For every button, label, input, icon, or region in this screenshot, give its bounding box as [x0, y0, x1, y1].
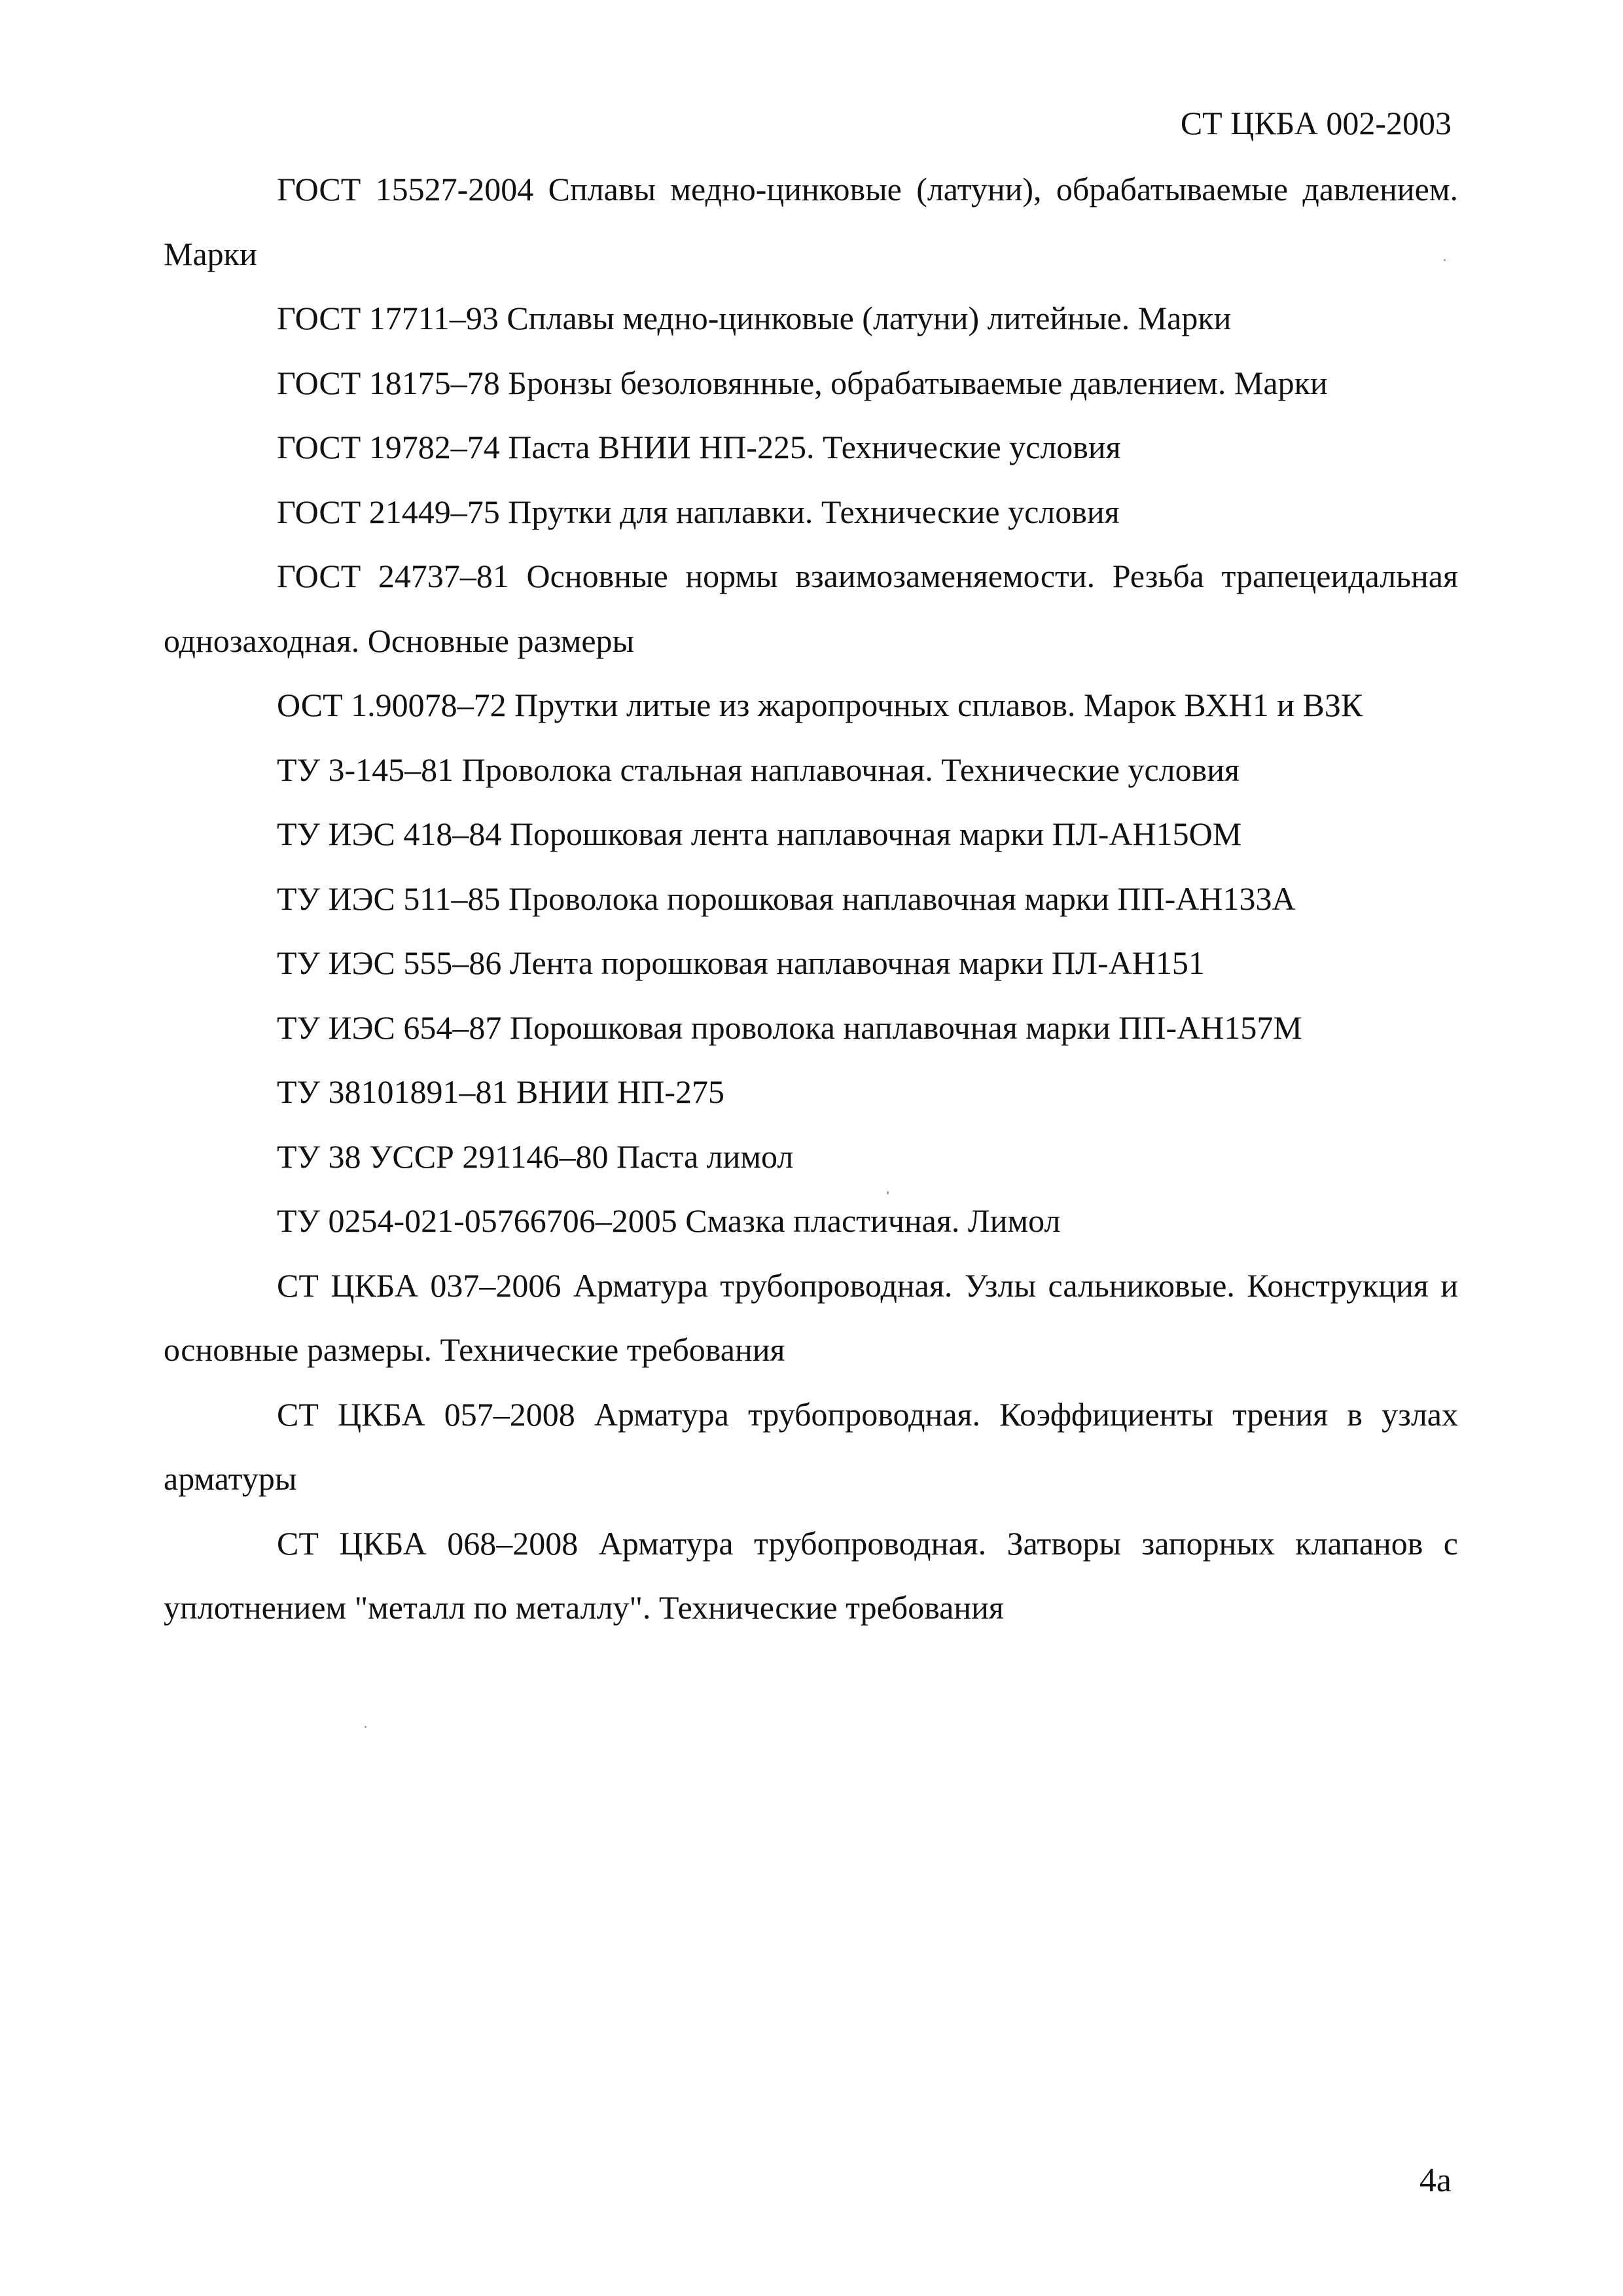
- reference-item: СТ ЦКБА 057–2008 Арматура трубопроводная. Коэффициенты трения в узлах арматуры: [164, 1395, 1458, 1497]
- reference-item: ГОСТ 15527-2004 Сплавы медно-цинковые (латуни), обрабатываемые давлением. Марки: [164, 171, 1458, 272]
- document-header: СТ ЦКБА 002-2003: [1180, 105, 1452, 141]
- reference-item: ГОСТ 24737–81 Основные нормы взаимозаменяемости. Резьба трапецеидальная однозаходная. Основные размеры: [164, 558, 1458, 659]
- reference-item: СТ ЦКБА 037–2006 Арматура трубопроводная. Узлы сальниковые. Конструкция и основные размеры. Технические требования: [164, 1266, 1458, 1368]
- reference-item: ТУ 0254-021-05766706–2005 Смазка пластичная. Лимол: [277, 1202, 1061, 1239]
- reference-item: СТ ЦКБА 068–2008 Арматура трубопроводная. Затворы запорных клапанов с уплотнением "металл по металлу". Технические требования: [164, 1524, 1458, 1626]
- page-number: 4а: [1419, 2162, 1452, 2199]
- references-list: [164, 157, 1458, 1640]
- reference-item: ГОСТ 19782–74 Паста ВНИИ НП-225. Технические условия: [277, 429, 1121, 465]
- reference-item: ТУ ИЭС 511–85 Проволока порошковая наплавочная марки ПП-АН133А: [277, 880, 1296, 917]
- reference-item: ТУ ИЭС 555–86 Лента порошковая наплавочная марки ПЛ-АН151: [277, 944, 1205, 981]
- reference-item: ТУ 38101891–81 ВНИИ НП-275: [277, 1073, 724, 1110]
- reference-item: ГОСТ 18175–78 Бронзы безоловянные, обрабатываемые давлением. Марки: [277, 364, 1328, 401]
- reference-item: ОСТ 1.90078–72 Прутки литые из жаропрочных сплавов. Марок ВХН1 и ВЗК: [277, 687, 1363, 723]
- scan-speck: [365, 1726, 366, 1728]
- reference-item: ГОСТ 17711–93 Сплавы медно-цинковые (латуни) литейные. Марки: [277, 300, 1232, 336]
- scan-speck: [1444, 259, 1446, 261]
- reference-item: ГОСТ 21449–75 Прутки для наплавки. Технические условия: [277, 493, 1120, 530]
- reference-item: ТУ 38 УССР 291146–80 Паста лимол: [277, 1138, 794, 1175]
- reference-item: ТУ ИЭС 418–84 Порошковая лента наплавочная марки ПЛ-АН15ОМ: [277, 816, 1242, 852]
- reference-item: ТУ ИЭС 654–87 Порошковая проволока наплавочная марки ПП-АН157М: [277, 1009, 1302, 1046]
- reference-item: ТУ 3-145–81 Проволока стальная наплавочная. Технические условия: [277, 751, 1240, 788]
- scan-speck: [887, 1191, 889, 1194]
